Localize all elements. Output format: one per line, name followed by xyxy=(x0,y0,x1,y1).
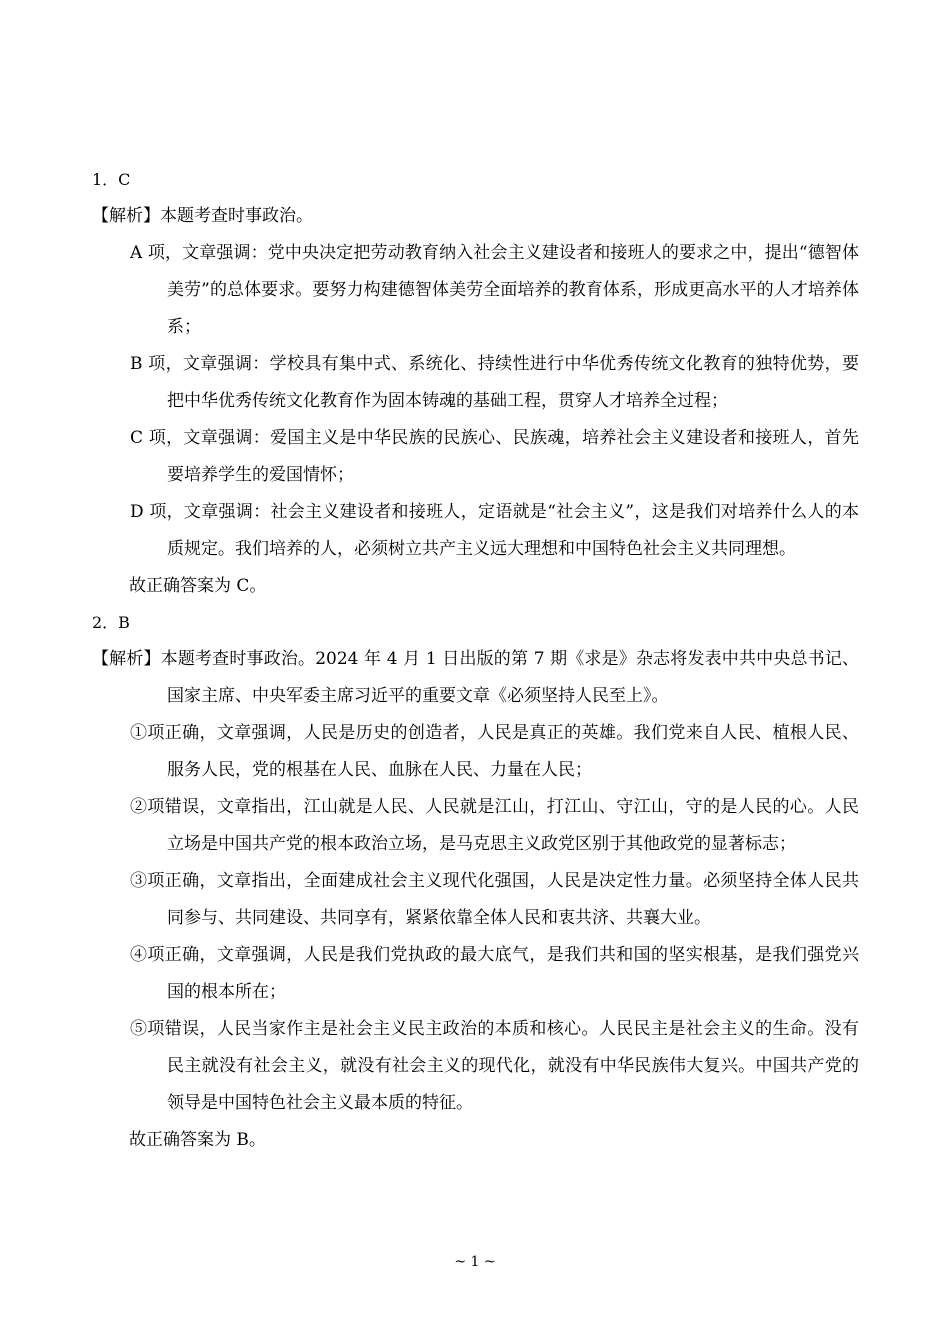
option-analysis-a: A 项，文章强调：党中央决定把劳动教育纳入社会主义建设者和接班人的要求之中，提出“德智体美劳”的总体要求。要努力构建德智体美劳全面培养的教育体系，形成更高水平的人才培养体系； xyxy=(130,243,859,337)
correct-answer: 故正确答案为 C。 xyxy=(129,576,267,596)
correct-answer: 故正确答案为 B。 xyxy=(129,1130,266,1150)
analysis-text: 【解析】本题考查时事政治。2024 年 4 月 1 日出版的第 7 期《求是》杂志将发表中共中央总书记、国家主席、中央军委主席习近平的重要文章《必须坚持人民至上》。 xyxy=(92,649,859,706)
question-1 xyxy=(92,162,859,605)
option-analysis-c: C 项，文章强调：爱国主义是中华民族的民族心、民族魂，培养社会主义建设者和接班人，首先要培养学生的爱国情怀； xyxy=(130,428,859,485)
option-analysis-d: D 项，文章强调：社会主义建设者和接班人，定语就是“社会主义”，这是我们对培养什么人的本质规定。我们培养的人，必须树立共产主义远大理想和中国特色社会主义共同理想。 xyxy=(130,502,859,559)
statement-analysis-5: ⑤项错误，人民当家作主是社会主义民主政治的本质和核心。人民民主是社会主义的生命。没有民主就没有社会主义，就没有社会主义的现代化，就没有中华民族伟大复兴。中国共产党的领导是中国特色社会主义最本质的特征。 xyxy=(130,1019,859,1113)
statement-analysis-1: ①项正确，文章强调，人民是历史的创造者，人民是真正的英雄。我们党来自人民、植根人民、服务人民，党的根基在人民、血脉在人民、力量在人民； xyxy=(130,723,859,780)
analysis-text: 【解析】本题考查时事政治。 xyxy=(92,206,313,226)
question-number: 2．B xyxy=(92,613,130,632)
option-analysis-b: B 项，文章强调：学校具有集中式、系统化、持续性进行中华优秀传统文化教育的独特优势，要把中华优秀传统文化教育作为固本铸魂的基础工程，贯穿人才培养全过程； xyxy=(130,354,859,411)
statement-analysis-2: ②项错误，文章指出，江山就是人民、人民就是江山，打江山、守江山，守的是人民的心。人民立场是中国共产党的根本政治立场，是马克思主义政党区别于其他政党的显著标志； xyxy=(130,797,859,854)
statement-analysis-3: ③项正确，文章指出，全面建成社会主义现代化强国，人民是决定性力量。必须坚持全体人民共同参与、共同建设、共同享有，紧紧依靠全体人民和衷共济、共襄大业。 xyxy=(130,871,859,928)
question-number: 1．C xyxy=(92,170,131,189)
statement-analysis-4: ④项正确，文章强调，人民是我们党执政的最大底气，是我们共和国的坚实根基，是我们强党兴国的根本所在； xyxy=(130,945,859,1002)
page-number: ~ 1 ~ xyxy=(454,1254,496,1270)
question-2 xyxy=(92,605,859,1159)
answer-content xyxy=(92,162,859,1159)
